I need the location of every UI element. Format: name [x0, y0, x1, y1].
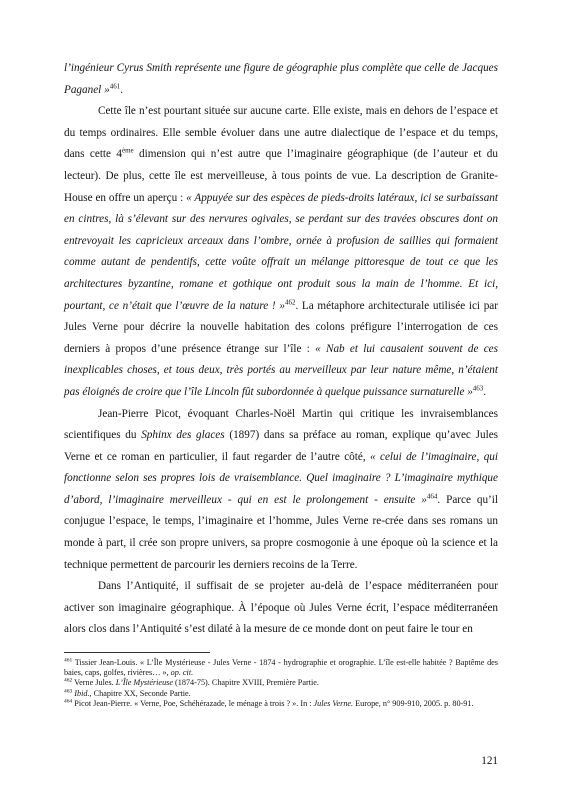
- page-number: 121: [481, 755, 498, 767]
- footnote: [64, 699, 498, 709]
- text-run: Ibid.: [74, 688, 90, 698]
- paragraph: [64, 58, 498, 101]
- text-run: Jules Verne.: [313, 698, 354, 708]
- paragraph: [64, 576, 498, 641]
- text-run: Jean-Pierre Picot, évoquant Charles-Noël Martin qui critique les invraisemblances scientifiques du: [64, 407, 498, 442]
- paragraph: [64, 101, 498, 403]
- footnote-ref: 463: [64, 687, 73, 694]
- footnote-ref: 464: [426, 492, 438, 501]
- footnote-ref: 463: [472, 384, 484, 393]
- footnote-separator: [64, 652, 210, 653]
- text-run: L’Île Mystérieuse: [115, 678, 173, 688]
- text-run: Sphinx des glaces: [141, 429, 225, 442]
- footnote-ref: 461: [64, 657, 73, 664]
- text-run: Tissier Jean-Louis. « L’Île Mystérieuse - Jules Verne - 1874 - hydrographie et orographie. L’île est-elle habitée ? Baptême des baies, caps, golfes, rivières… »,: [64, 658, 498, 678]
- footnotes: [64, 658, 498, 709]
- text-run: , Chapitre XX, Seconde Partie.: [89, 688, 191, 698]
- footnote-ref: 464: [64, 698, 73, 705]
- text-run: Europe, n° 909-910, 2005. p. 80-91.: [353, 698, 474, 708]
- footnote-ref: 461: [109, 81, 121, 90]
- text-run: (1874-75). Chapitre XVIII, Première Partie.: [172, 678, 319, 688]
- text-run: Picot Jean-Pierre. « Verne, Poe, Schéhérazade, le ménage à trois ? ». In :: [72, 698, 314, 708]
- text-run: « Nab et lui causaient souvent de ces inexplicables choses, et tous deux, très portés au merveilleux par leur nature même, n’étaient pas éloignés de croire que l’île Lincoln fût subordonnée à quelque puissance surnaturelle »: [64, 342, 498, 398]
- text-run: .: [483, 385, 487, 398]
- main-text: [64, 58, 498, 641]
- footnote: [64, 658, 498, 678]
- text-run: Dans l’Antiquité, il suffisait de se projeter au-delà de l’espace méditerranéen pour activer son imaginaire géographique. À l’époque où Jules Verne écrit, l’espace méditerranéen alors clos dans l’Antiquité s’est dilaté à la mesure de ce monde dont on peut faire le tour en: [64, 580, 498, 636]
- footnote: [64, 689, 498, 699]
- text-run: .: [120, 83, 123, 96]
- text-run: op. cit.: [170, 668, 194, 678]
- text-run: Verne Jules.: [72, 678, 116, 688]
- text-run: « celui de l’imaginaire, qui fonctionne selon ses propres lois de vraisemblance. Quel imaginaire ? L’imaginaire mythique d’abord, l’imaginaire merveilleux - qui en est le prolongement - ensuite »: [64, 450, 498, 506]
- footnote: [64, 678, 498, 688]
- footnote-ref: 462: [284, 297, 296, 306]
- text-run: « Appuyée sur des espèces de pieds-droits latéraux, ici se surbaissant en cintres, là s’élevant sur des nervures ogivales, se perdant sur des travées obscures dont on entrevoyait les capricieux arceaux dans l’ombre, ornée à profusion de saillies qui formaient comme autant de pendentifs, cette voûte offrait un mélange pittoresque de tout ce que les architectures byzantine, romane et gothique ont produit sous la main de l’homme. Et ici, pourtant, ce n’était que l’œuvre de la nature ! »: [64, 191, 498, 312]
- paragraph: [64, 404, 498, 577]
- text-run: l’ingénieur Cyrus Smith représente une figure de géographie plus complète que celle de Jacques Paganel »: [64, 62, 498, 96]
- text-run: (1897) dans sa préface au roman, explique qu’avec Jules Verne et ce roman en particulier, il faut regarder de l’autre côté,: [64, 429, 499, 463]
- footnote-ref: 462: [64, 677, 73, 684]
- text-run: . La métaphore architecturale utilisée ici par Jules Verne pour décrire la nouvelle habitation des colons préfigure l’interrogation de ces derniers à propos d’une présence étrange sur l’île :: [64, 299, 499, 355]
- footnote-ref: ème: [122, 146, 134, 155]
- text-run: dimension qui n’est autre que l’imaginaire géographique (de l’auteur et du lecteur). De plus, cette île est merveilleuse, à tous points de vue. La description de Granite-House en offre un aperçu :: [64, 148, 498, 204]
- text-run: Cette île n’est pourtant située sur aucune carte. Elle existe, mais en dehors de l’espace et du temps ordinaires. Elle semble évoluer dans une autre dialectique de l’espace et du temps, dans cette 4: [64, 105, 498, 161]
- text-run: . Parce qu’il conjugue l’espace, le temps, l’imaginaire et l’homme, Jules Verne re-crée dans ses romans un monde à part, il crée son propre univers, sa propre cosmogonie à une époque où la science et la technique permettent de parcourir les derniers recoins de la Terre.: [64, 493, 498, 571]
